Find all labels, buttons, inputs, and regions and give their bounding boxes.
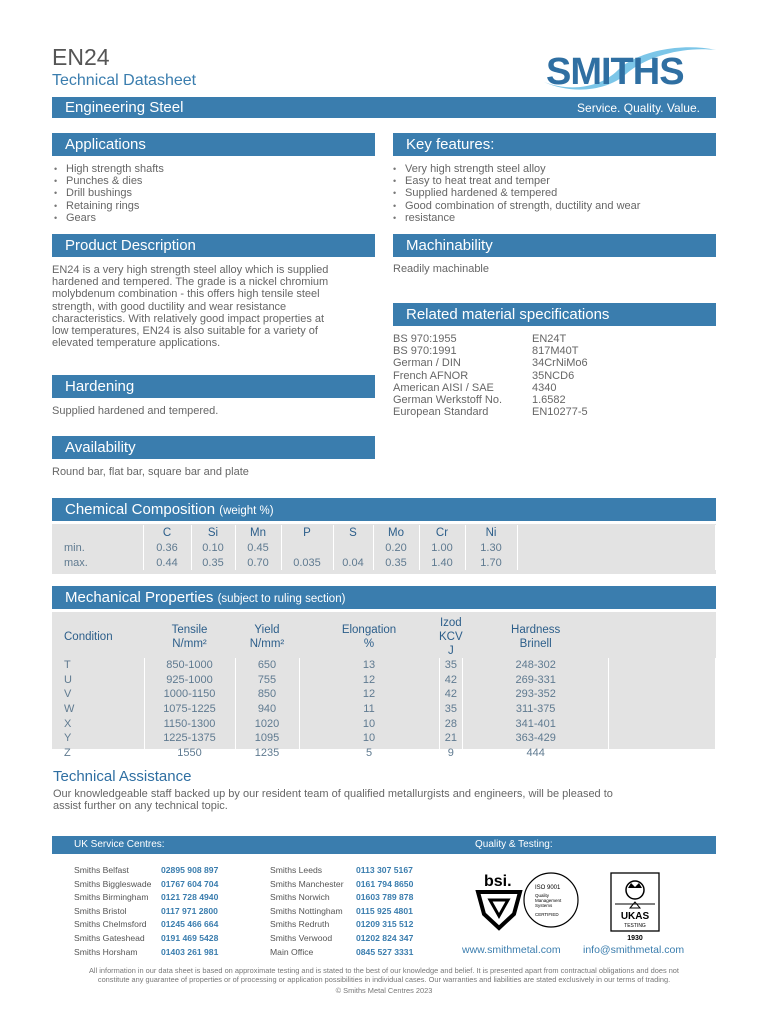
centre-row: Smiths Belfast 02895 908 897 — [74, 864, 264, 878]
centre-row: Smiths Nottingham 0115 925 4801 — [270, 905, 460, 919]
table-header-cell — [52, 525, 143, 540]
hardening-heading: Hardening — [65, 378, 135, 395]
svg-text:Quality: Quality — [535, 893, 550, 898]
table-header-cell — [609, 616, 716, 658]
list-item: • Good combination of strength, ductility and wear — [391, 200, 716, 212]
phone-link[interactable]: 0845 527 3331 — [356, 946, 414, 957]
spec-row: German / DIN 34CrNiMo6 — [393, 357, 588, 370]
page-subtitle: Technical Datasheet — [52, 72, 197, 89]
centre-row: Smiths Chelmsford 01245 466 664 — [74, 918, 264, 932]
table-header-cell — [517, 525, 716, 540]
phone-link[interactable]: 01209 315 512 — [356, 919, 414, 930]
table-header-cell: Si — [191, 525, 235, 540]
product-description-header — [52, 234, 375, 257]
paragraph-line: molybdenum combination - this offers high tensile steel — [52, 288, 320, 301]
table-row: U 925-1000 755 12 42 269-331 — [52, 673, 716, 688]
table-header-cell: Condition — [64, 631, 113, 643]
svg-text:1930: 1930 — [627, 935, 643, 942]
svg-text:bsi.: bsi. — [484, 873, 512, 890]
phone-link[interactable]: 0117 971 2800 — [161, 905, 218, 916]
table-header-cell: Izod KCV J — [439, 617, 463, 657]
centre-row: Smiths Bristol 0117 971 2800 — [74, 905, 264, 919]
uk-centres-label: UK Service Centres: — [74, 839, 165, 850]
chemical-header-row — [52, 525, 716, 540]
spec-row: French AFNOR 35NCD6 — [393, 369, 575, 382]
phone-link[interactable]: 01202 824 347 — [356, 932, 414, 943]
paragraph-line: hardened and tempered. The grade is a nickel chromium — [52, 276, 329, 289]
table-row: W 1075-1225 940 11 35 311-375 — [52, 702, 716, 717]
centre-row: Smiths Leeds 0113 307 5167 — [270, 864, 460, 878]
bsi-certification — [470, 870, 594, 932]
svg-text:Systems: Systems — [535, 903, 553, 908]
centre-row: Smiths Gateshead 0191 469 5428 — [74, 932, 264, 946]
logo-text: SMITHS — [546, 51, 684, 93]
paragraph-line: strength, with good ductility and wear resistance — [52, 300, 287, 313]
list-item: • Gears — [52, 212, 372, 224]
bsi-kitemark-icon — [470, 870, 594, 932]
key-features-header — [393, 133, 716, 156]
copyright: © Smiths Metal Centres 2023 — [335, 986, 433, 995]
technical-assistance-text — [53, 788, 717, 812]
related-specs-header — [393, 303, 716, 326]
page-title: EN24 — [52, 44, 110, 70]
phone-link[interactable]: 0161 794 8650 — [356, 878, 414, 889]
table-header-cell: Cr — [419, 525, 465, 540]
table-row: T 850-1000 650 13 35 248-302 — [52, 658, 716, 673]
availability-heading: Availability — [65, 439, 136, 456]
chemical-header — [52, 498, 716, 521]
legal-disclaimer — [30, 966, 738, 995]
hardening-text: Supplied hardened and tempered. — [52, 405, 219, 417]
table-row: V 1000-1150 850 12 42 293-352 — [52, 687, 716, 702]
phone-link[interactable]: 01603 789 878 — [356, 892, 414, 903]
centres-left — [74, 864, 264, 959]
phone-link[interactable]: 0115 925 4801 — [356, 905, 413, 916]
list-item: • Easy to heat treat and temper — [391, 175, 716, 187]
list-item: • Punches & dies — [52, 175, 372, 187]
centre-row: Smiths Horsham 01403 261 981 — [74, 946, 264, 960]
machinability-text: Readily machinable — [393, 263, 489, 275]
centre-row: Smiths Birmingham 0121 728 4940 — [74, 891, 264, 905]
applications-heading: Applications — [65, 136, 146, 153]
spec-row: BS 970:1955 EN24T — [393, 333, 567, 345]
svg-text:UKAS: UKAS — [620, 911, 650, 922]
website-link[interactable]: www.smithmetal.com — [462, 944, 561, 956]
machinability-heading: Machinability — [406, 237, 493, 254]
paragraph-line: elevated temperature applications. — [52, 337, 221, 350]
spec-row: European Standard EN10277-5 — [393, 406, 588, 419]
list-item: • Retaining rings — [52, 200, 372, 212]
list-item: • Supplied hardened & tempered — [391, 187, 716, 199]
svg-text:TESTING: TESTING — [624, 923, 646, 929]
centre-row: Smiths Redruth 01209 315 512 — [270, 918, 460, 932]
table-header-cell: Mn — [235, 525, 281, 540]
product-description-heading: Product Description — [65, 237, 196, 254]
category-label: Engineering Steel — [65, 99, 184, 116]
availability-text: Round bar, flat bar, square bar and plate — [52, 466, 249, 478]
paragraph-line: low temperatures, EN24 is also suitable for a variety of — [52, 325, 318, 338]
table-header-cell: P — [281, 525, 333, 540]
mechanical-header — [52, 586, 716, 609]
applications-header — [52, 133, 375, 156]
mechanical-header-row — [52, 616, 716, 658]
ukas-certification — [610, 872, 660, 942]
paragraph-line: assist further on any technical topic. — [53, 800, 228, 813]
mechanical-heading: Mechanical Properties (subject to ruling section) — [65, 589, 346, 606]
paragraph-line: Our knowledgeable staff backed up by our resident team of qualified metallurgists and engineers, will be pleased to — [53, 788, 613, 800]
spec-row: German Werkstoff No. 1.6582 — [393, 394, 566, 407]
table-row: Z 1550 1235 5 9 444 — [52, 746, 716, 761]
table-row: X 1150-1300 1020 10 28 341-401 — [52, 716, 716, 731]
key-features-heading: Key features: — [406, 136, 495, 153]
centre-row: Smiths Norwich 01603 789 878 — [270, 891, 460, 905]
smiths-logo — [540, 40, 718, 96]
spec-row: BS 970:1991 817M40T — [393, 345, 579, 358]
phone-link[interactable]: 01767 604 704 — [161, 878, 219, 889]
svg-text:ISO 9001: ISO 9001 — [535, 885, 561, 891]
centre-row: Smiths Manchester 0161 794 8650 — [270, 878, 460, 892]
footer-bar — [52, 836, 716, 854]
list-item: • Very high strength steel alloy — [391, 163, 716, 175]
ukas-crown-icon — [610, 872, 660, 942]
phone-link[interactable]: 0121 728 4940 — [161, 892, 219, 903]
hardening-header — [52, 375, 375, 398]
applications-list — [52, 163, 372, 224]
table-row: min. 0.36 0.10 0.45 0.20 1.00 1.30 — [52, 540, 716, 555]
centre-row: Smiths Biggleswade 01767 604 704 — [74, 878, 264, 892]
phone-link[interactable]: 0191 469 5428 — [161, 932, 219, 943]
centre-row: Smiths Verwood 01202 824 347 — [270, 932, 460, 946]
legal-line: All information in our data sheet is based on approximate testing and is stated to the best of our knowledge and belief. It is presented apart from contractual obligations and does not — [89, 966, 679, 975]
list-item-continuation: • resistance — [391, 212, 716, 224]
email-link[interactable]: info@smithmetal.com — [583, 944, 685, 956]
list-item: • Drill bushings — [52, 187, 372, 199]
quality-label: Quality & Testing: — [475, 839, 553, 850]
tagline: Service. Quality. Value. — [577, 100, 700, 115]
svg-text:CERTIFIED: CERTIFIED — [535, 912, 559, 917]
phone-link[interactable]: 02895 908 897 — [161, 865, 219, 875]
category-bar — [52, 97, 716, 118]
machinability-header — [393, 234, 716, 257]
technical-assistance-heading: Technical Assistance — [53, 768, 192, 785]
centre-row: Main Office 0845 527 3331 — [270, 946, 460, 960]
availability-header — [52, 436, 375, 459]
table-header-cell: S — [333, 525, 373, 540]
spec-row: American AISI / SAE 4340 — [393, 381, 557, 394]
table-header-cell: Tensile N/mm² — [171, 624, 208, 650]
paragraph-line: EN24 is a very high strength steel alloy which is supplied — [52, 264, 329, 276]
chemical-table — [52, 525, 716, 570]
centres-right — [270, 864, 460, 959]
table-row: Y 1225-1375 1095 10 21 363-429 — [52, 731, 716, 746]
key-features-list — [391, 163, 716, 224]
phone-link[interactable]: 01245 466 664 — [161, 919, 219, 930]
related-specs-list — [393, 333, 716, 418]
table-header-cell: Elongation % — [341, 624, 397, 650]
table-header-cell: Yield N/mm² — [249, 624, 285, 650]
table-header-cell: Hardness Brinell — [511, 624, 561, 650]
phone-link[interactable]: 01403 261 981 — [161, 946, 219, 957]
list-item: • High strength shafts — [52, 163, 372, 175]
table-header-cell: C — [143, 525, 191, 540]
table-header-cell: Ni — [465, 525, 517, 540]
paragraph-line: characteristics. With relatively good impact properties at — [52, 312, 325, 325]
legal-line: constitute any guarantee of properties or of processing or application possibilities in individual cases. Our warranties and liabilities are stated exclusively in our terms of trading. — [97, 975, 671, 984]
table-header-cell: Mo — [373, 525, 419, 540]
chemical-heading: Chemical Composition (weight %) — [65, 501, 274, 518]
product-description-text — [52, 264, 377, 349]
phone-link[interactable]: 0113 307 5167 — [356, 865, 413, 875]
related-specs-heading: Related material specifications — [406, 306, 610, 323]
mechanical-table — [52, 616, 716, 760]
svg-text:Management: Management — [535, 898, 562, 903]
smiths-logo-mark — [540, 40, 718, 96]
table-row: max. 0.44 0.35 0.70 0.035 0.04 0.35 1.40 1.70 — [52, 555, 716, 570]
